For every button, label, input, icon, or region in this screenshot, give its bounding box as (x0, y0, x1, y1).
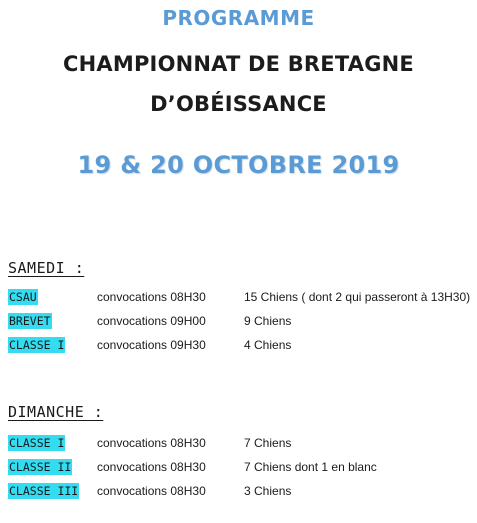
class-label: CSAU (9, 290, 37, 304)
dog-count: 9 Chiens (244, 314, 292, 328)
dog-count: 7 Chiens (244, 436, 292, 450)
dog-count: 4 Chiens (244, 338, 292, 352)
schedule-row (0, 483, 477, 501)
dog-count: 3 Chiens (244, 484, 292, 498)
schedule-row (0, 289, 477, 307)
event-date: 19 & 20 OCTOBRE 2019 (77, 151, 400, 179)
class-label: CLASSE I (9, 436, 65, 450)
programme-title: PROGRAMME (162, 6, 315, 30)
convocation-time: convocations 08H30 (97, 484, 206, 498)
schedule-row (0, 435, 477, 453)
convocation-time: convocations 09H30 (97, 338, 206, 352)
championship-title-line2: D’OBÉISSANCE (150, 92, 327, 116)
dog-count: 15 Chiens ( dont 2 qui passeront à 13H30) (244, 290, 471, 304)
class-label: CLASSE I (9, 338, 65, 352)
class-label: CLASSE III (9, 484, 79, 498)
day-heading-samedi: SAMEDI : (8, 259, 85, 277)
schedule-row (0, 313, 477, 331)
championship-title-line1: CHAMPIONNAT DE BRETAGNE (63, 52, 414, 76)
class-label: CLASSE II (9, 460, 72, 474)
dog-count: 7 Chiens dont 1 en blanc (244, 460, 377, 474)
day-heading-dimanche: DIMANCHE : (8, 403, 104, 421)
convocation-time: convocations 08H30 (97, 460, 206, 474)
convocation-time: convocations 08H30 (97, 436, 206, 450)
convocation-time: convocations 08H30 (97, 290, 206, 304)
schedule-row (0, 337, 477, 355)
convocation-time: convocations 09H00 (97, 314, 206, 328)
class-label: BREVET (9, 314, 51, 328)
schedule-row (0, 459, 477, 477)
